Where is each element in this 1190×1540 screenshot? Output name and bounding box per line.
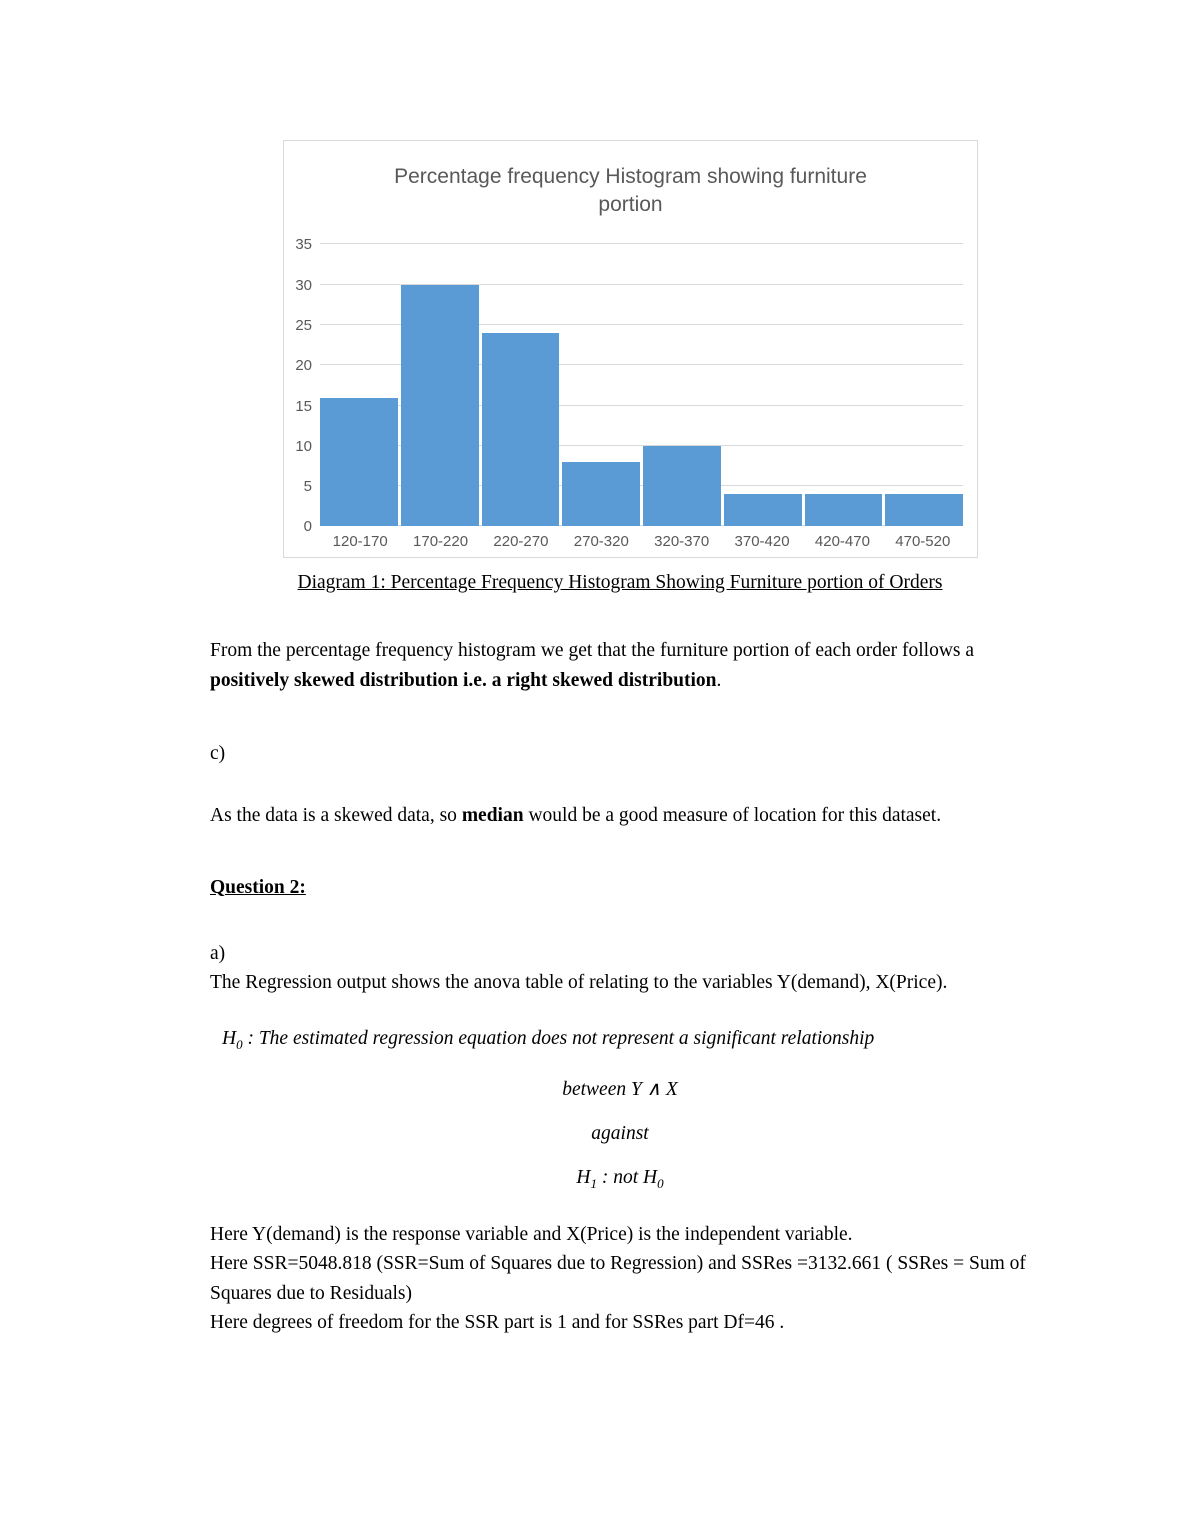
bar-420-470	[805, 494, 883, 526]
bar-370-420	[724, 494, 802, 526]
bar-170-220	[401, 285, 479, 527]
math-h1-subscript2: 0	[657, 1175, 664, 1191]
paragraph-skewness-bold: positively skewed distribution i.e. a right skewed distribution	[210, 669, 717, 691]
x-axis-tick-label: 220-270	[493, 533, 549, 551]
bar-320-370	[643, 446, 721, 527]
math-h0-rest: : The estimated regression equation does not represent a significant relationship	[242, 1027, 875, 1049]
question2-heading: Question 2:	[210, 876, 306, 898]
list-item-c: c)	[210, 743, 226, 765]
chart-plot-area	[320, 244, 963, 526]
math-h1-subscript: 1	[590, 1175, 597, 1191]
math-h1-base: H	[576, 1166, 591, 1188]
paragraph-response-variable: Here Y(demand) is the response variable and X(Price) is the independent variable.	[210, 1223, 853, 1245]
x-axis-tick-label: 270-320	[573, 533, 629, 551]
bar-120-170	[320, 398, 398, 527]
paragraph-median-pre: As the data is a skewed data, so	[210, 804, 462, 826]
paragraph-median-bold: median	[461, 804, 524, 826]
x-axis-tick-label: 120-170	[332, 533, 388, 551]
paragraph-median	[210, 801, 1030, 831]
chart-grid	[284, 236, 977, 536]
y-axis-tick-label: 0	[303, 518, 312, 536]
math-against-line: against	[591, 1122, 649, 1144]
x-axis-tick-label: 470-520	[895, 533, 951, 551]
paragraph-skewness	[210, 636, 1030, 695]
math-between-line: between Y ∧ X	[562, 1078, 678, 1100]
x-axis-tick-label: 320-370	[654, 533, 710, 551]
bar-470-520	[885, 494, 963, 526]
math-alt-hypothesis	[210, 1167, 1030, 1192]
math-h0-base: H	[222, 1027, 237, 1049]
x-axis-tick-label: 420-470	[814, 533, 870, 551]
chart-y-axis	[284, 236, 320, 536]
math-null-hypothesis	[210, 1028, 1030, 1053]
y-axis-tick-label: 25	[295, 317, 312, 335]
paragraph-degrees-freedom: Here degrees of freedom for the SSR part is 1 and for SSRes part Df=46 .	[210, 1312, 785, 1334]
y-axis-tick-label: 10	[295, 437, 312, 455]
y-axis-tick-label: 35	[295, 236, 312, 254]
x-axis-tick-label: 170-220	[413, 533, 469, 551]
math-h0-subscript: 0	[236, 1036, 243, 1052]
y-axis-tick-label: 5	[303, 478, 312, 496]
final-paragraph-block	[210, 1220, 1030, 1339]
bar-270-320	[562, 462, 640, 526]
chart-x-labels	[320, 533, 977, 550]
paragraph-regression: The Regression output shows the anova table of relating to the variables Y(demand), X(Price).	[210, 972, 948, 994]
math-h1-mid: : not H	[596, 1166, 658, 1188]
histogram-figure	[283, 140, 978, 558]
paragraph-skewness-pre: From the percentage frequency histogram we get that the furniture portion of each order follows a	[210, 640, 975, 661]
x-axis-tick-label: 370-420	[734, 533, 790, 551]
y-axis-tick-label: 20	[295, 357, 312, 375]
chart-bars	[320, 244, 963, 526]
y-axis-tick-label: 30	[295, 276, 312, 294]
paragraph-median-post: would be a good measure of location for this dataset.	[523, 804, 942, 826]
chart-title: Percentage frequency Histogram showing furniture portion	[394, 165, 867, 216]
y-axis-tick-label: 15	[295, 397, 312, 415]
paragraph-ssr: Here SSR=5048.818 (SSR=Sum of Squares due to Regression) and SSRes =3132.661 ( SSRes = Sum of Squares due to Residuals)	[210, 1253, 1026, 1304]
paragraph-skewness-post: .	[716, 669, 722, 691]
list-item-a: a)	[210, 942, 226, 964]
diagram-caption: Diagram 1: Percentage Frequency Histogram Showing Furniture portion of Orders	[297, 572, 943, 593]
bar-220-270	[482, 333, 560, 526]
